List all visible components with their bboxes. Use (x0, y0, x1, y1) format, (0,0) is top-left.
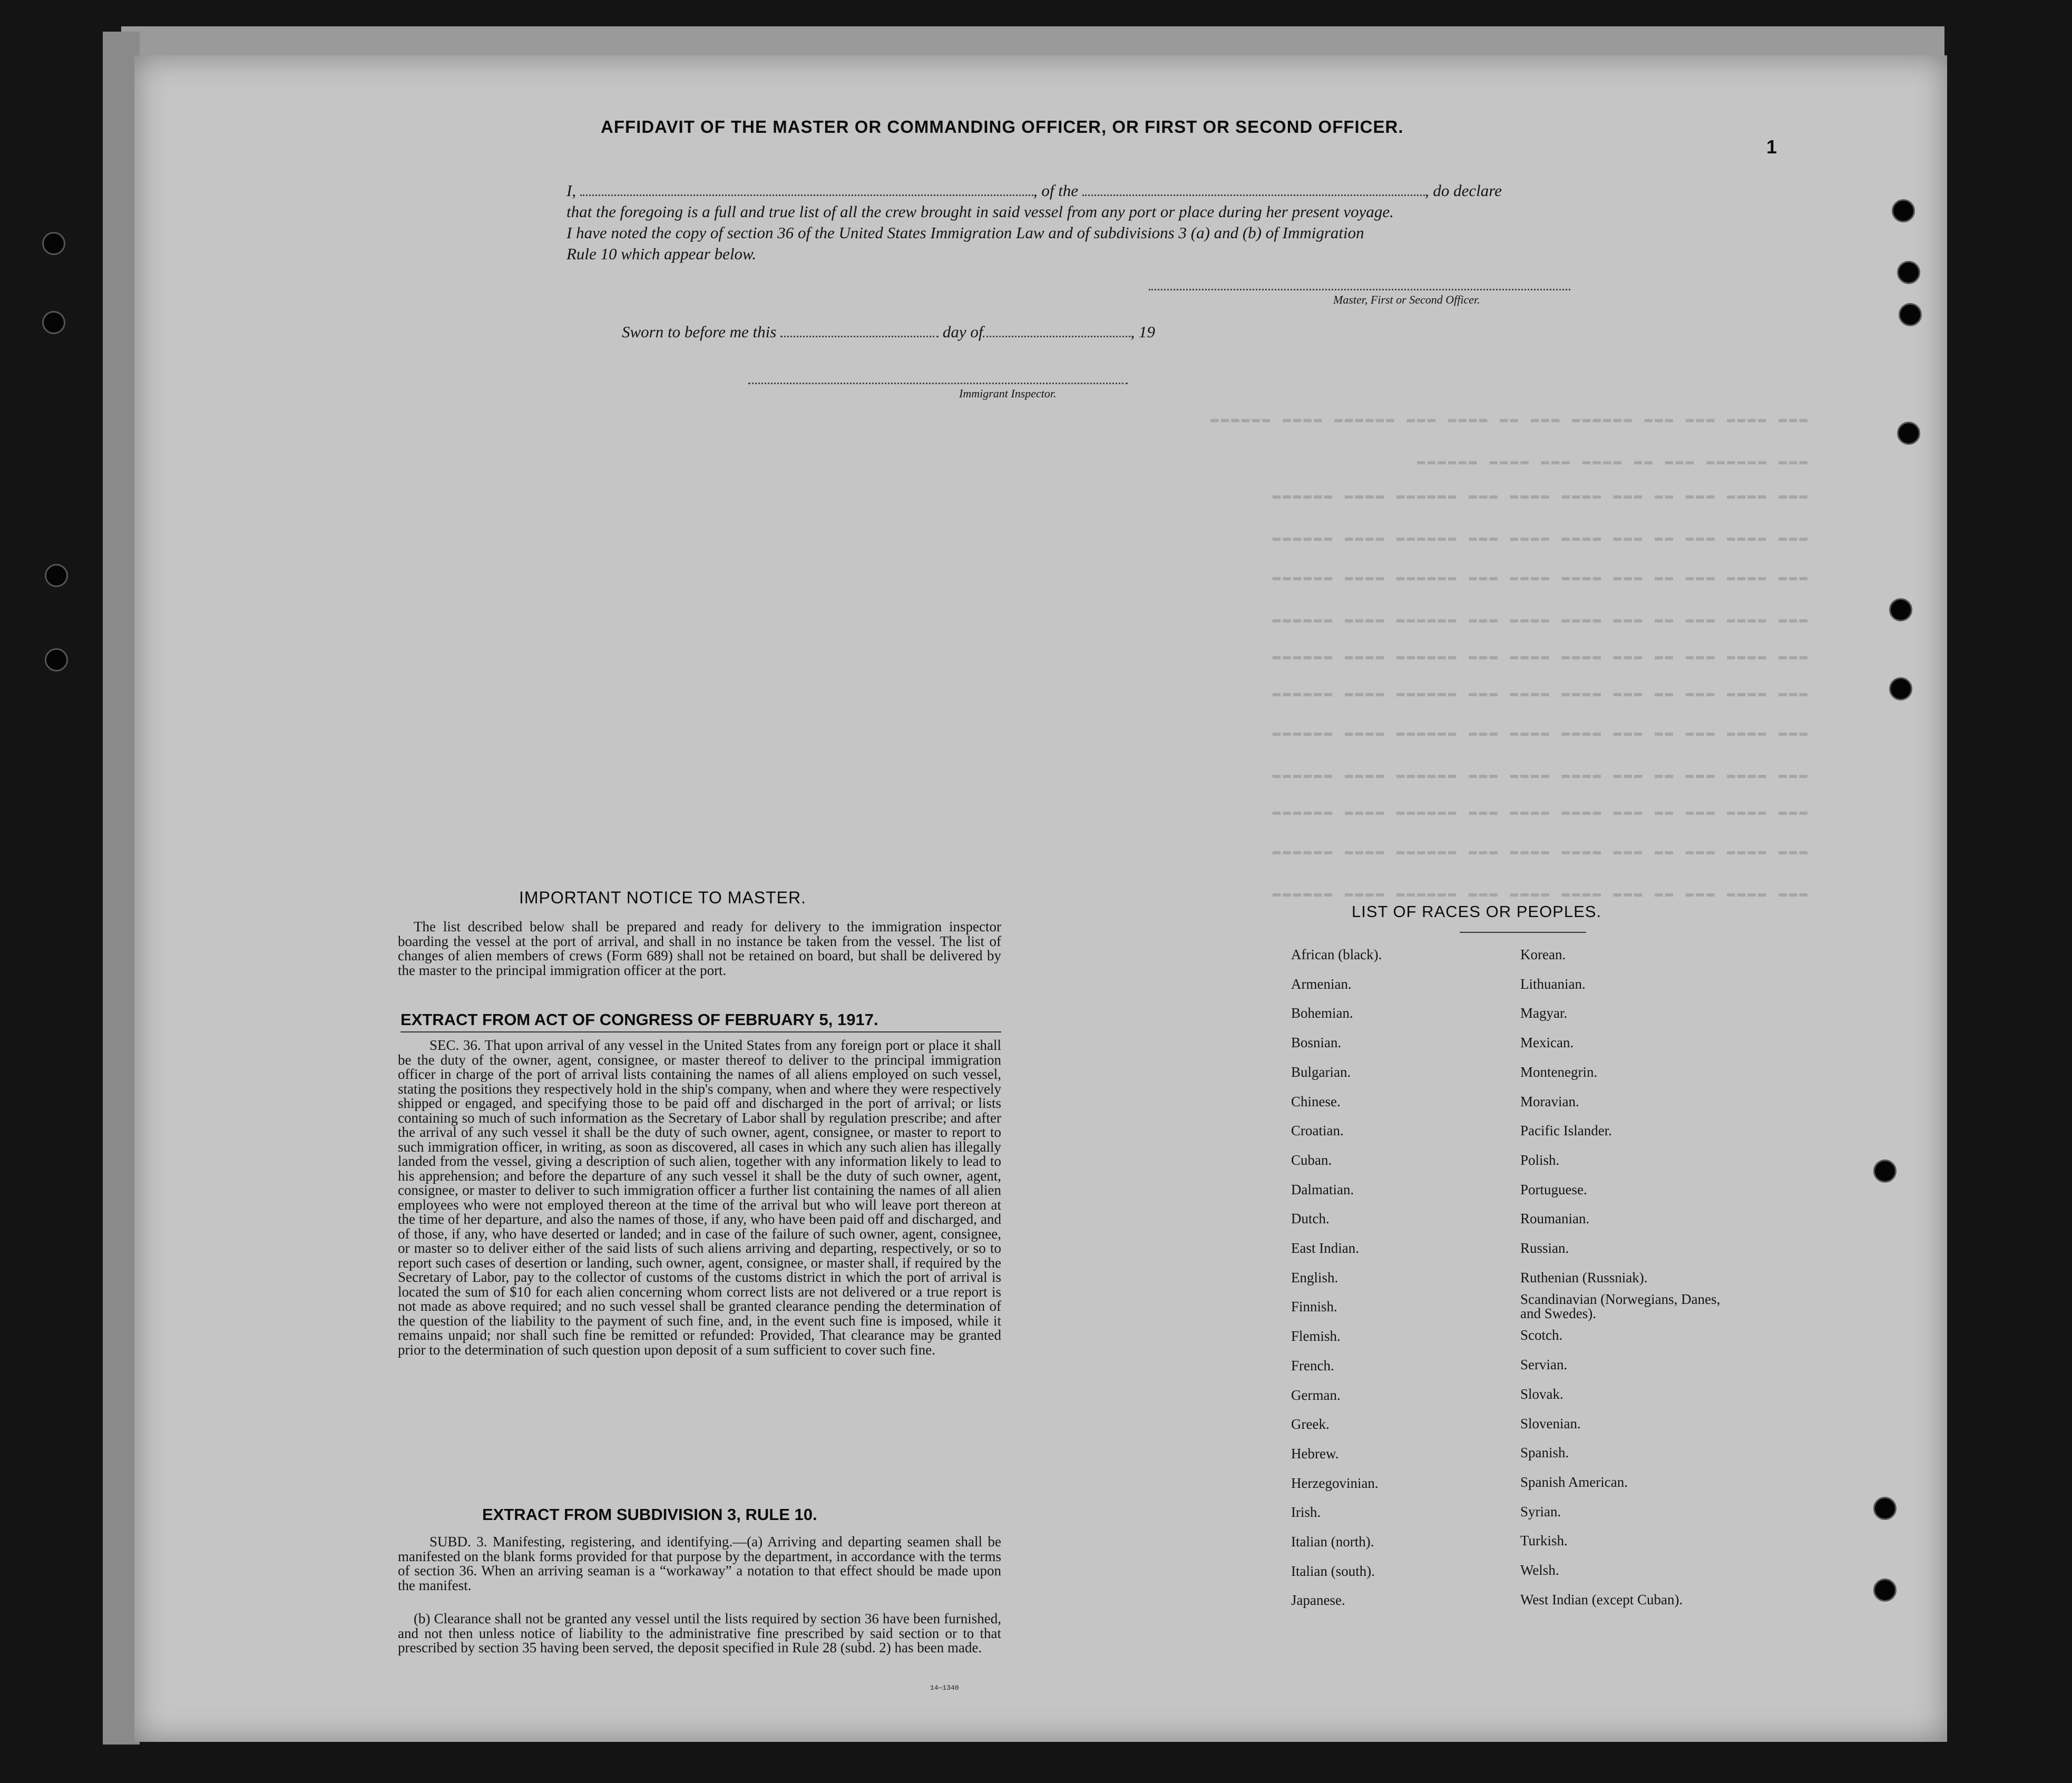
punch-hole (1892, 199, 1915, 222)
race-item: Dalmatian. (1291, 1181, 1354, 1197)
race-item: Scotch. (1520, 1327, 1563, 1343)
bleed-through-row: ▬▬▬ ▬▬▬▬ ▬▬▬ ▬▬ ▬▬▬ ▬▬▬▬ ▬▬▬▬ ▬▬▬ ▬▬▬▬▬▬ ▬▬▬▬ ▬▬▬▬▬▬ (1270, 843, 1807, 859)
vessel-name-blank[interactable] (1082, 181, 1425, 196)
race-item: Croatian. (1291, 1123, 1344, 1139)
affidavit-declaration-line (566, 180, 1502, 201)
punch-hole (45, 564, 68, 587)
bleed-through-row: ▬▬▬ ▬▬▬▬ ▬▬▬ ▬▬ ▬▬▬ ▬▬▬▬ ▬▬▬▬ ▬▬▬ ▬▬▬▬▬▬ ▬▬▬▬ ▬▬▬▬▬▬ (1270, 885, 1807, 901)
bleed-through-row: ▬▬▬ ▬▬▬▬ ▬▬▬ ▬▬ ▬▬▬ ▬▬▬▬ ▬▬▬▬ ▬▬▬ ▬▬▬▬▬▬ ▬▬▬▬ ▬▬▬▬▬▬ (1270, 767, 1807, 783)
inspector-label: Immigrant Inspector. (959, 387, 1057, 400)
punch-hole (1897, 422, 1920, 445)
race-item: Greek. (1291, 1416, 1330, 1433)
punch-hole (42, 232, 65, 255)
race-item: Welsh. (1520, 1562, 1559, 1579)
affidavit-line-4: Rule 10 which appear below. (566, 245, 757, 263)
race-item: English. (1291, 1269, 1338, 1285)
race-item: Hebrew. (1291, 1445, 1339, 1462)
affidavit-line-2: that the foregoing is a full and true list of all the crew brought in said vessel from any port or place during her present voyage. (566, 202, 1394, 221)
race-item: Finnish. (1291, 1299, 1337, 1315)
punch-hole (1899, 303, 1922, 326)
race-item: Syrian. (1520, 1503, 1561, 1519)
punch-hole (45, 648, 68, 671)
declare-label: , do declare (1424, 181, 1502, 200)
rule-title: EXTRACT FROM SUBDIVISION 3, RULE 10. (482, 1505, 817, 1524)
race-item: Scandinavian (Norwegians, Danes, and Swedes). (1520, 1291, 1721, 1322)
race-item: French. (1291, 1357, 1334, 1373)
race-item: Bulgarian. (1291, 1064, 1351, 1080)
act-text: SEC. 36. That upon arrival of any vessel in the United States from any foreign port or place it shall be the duty of the owner, agent, consignee, or master thereof to deliver to the principal immigration officer in charge of the port of arrival lists containing the names of all aliens employed on such vessel, stating the positions they respectively hold in the ship's company, when and where they were respectively shipped or engaged, and specifying those to be paid off and discharged in the port of arrival; or lists containing so much of such information as the Secretary of Labor shall by regulation prescribe; and after the arrival of any such vessel it shall be the duty of such owner, agent, consignee, or master to report to such immigration officer, in writing, as soon as discovered, all cases in which any such alien has illegally landed from the vessel, giving a description of such alien, together with any information likely to lead to his apprehension; and before the departure of any such vessel it shall be the duty of such owner, agent, consignee, or master to deliver to such immigration officer a further list containing the names of all alien employees who were not employed thereon at the time of the arrival but who will leave port thereon at the time of her departure, and also the names of those, if any, who have been paid off and discharged, and of those, if any, who have deserted or landed; and in case of the failure of such owner, agent, consignee, or master so to deliver either of the said lists of such aliens arriving and departing, respectively, or so to report such cases of desertion or landing, such owner, agent, consignee, or master shall, if required by the Secretary of Labor, pay to the collector of customs of the customs district in which the port of arrival is located the sum of $10 for each alien concerning whom correct lists are not delivered or a true report is not made as above required; and no such vessel shall be granted clearance pending the determination of the question of the liability to the payment of such fine, and, in the event such fine is imposed, while it remains unpaid; nor shall such fine be remitted or refunded: Provided, That clearance may be granted prior to the determination of such question upon deposit of a sum sufficient to cover such fine. (398, 1037, 1001, 1358)
act-title-underline (400, 1031, 1001, 1032)
race-item: Ruthenian (Russniak). (1520, 1269, 1648, 1285)
bleed-through-row: ▬▬▬ ▬▬▬▬ ▬▬▬ ▬▬ ▬▬▬ ▬▬▬▬ ▬▬▬▬ ▬▬▬ ▬▬▬▬▬▬ ▬▬▬▬ ▬▬▬▬▬▬ (1270, 569, 1807, 585)
race-item: Lithuanian. (1520, 976, 1586, 992)
bleed-through-row: ▬▬▬ ▬▬▬▬ ▬▬▬ ▬▬ ▬▬▬ ▬▬▬▬ ▬▬▬▬ ▬▬▬ ▬▬▬▬▬▬ ▬▬▬▬ ▬▬▬▬▬▬ (1270, 804, 1807, 820)
notice-title: IMPORTANT NOTICE TO MASTER. (519, 888, 806, 907)
race-item: Roumanian. (1520, 1211, 1590, 1227)
form-number: 14—1340 (930, 1684, 959, 1692)
bleed-through-row: ▬▬▬ ▬▬▬▬ ▬▬▬ ▬▬ ▬▬▬ ▬▬▬▬ ▬▬▬▬ ▬▬▬ ▬▬▬▬▬▬ ▬▬▬▬ ▬▬▬▬▬▬ (1270, 725, 1807, 741)
race-item: Slovenian. (1520, 1415, 1581, 1431)
race-item: Portuguese. (1520, 1181, 1587, 1197)
punch-hole (1873, 1497, 1897, 1520)
race-item: Flemish. (1291, 1328, 1341, 1344)
race-item: German. (1291, 1387, 1341, 1403)
race-item: Korean. (1520, 947, 1566, 962)
day-of-label: day of (942, 323, 983, 341)
rule-text-b: (b) Clearance shall not be granted any vessel until the lists required by section 36 have been furnished, and not then unless notice of liability to the administrative fine prescribed by said section or to that prescribed by section 35 having been served, the deposit specified in Rule 28 (subd. 2) has been made. (398, 1611, 1001, 1655)
race-item: Chinese. (1291, 1093, 1341, 1109)
bleed-through-row: ▬▬▬ ▬▬▬▬ ▬▬▬ ▬▬ ▬▬▬ ▬▬▬▬ ▬▬▬▬ ▬▬▬ ▬▬▬▬▬▬ ▬▬▬▬ ▬▬▬▬▬▬ (1270, 611, 1807, 627)
bleed-through-row: ▬▬▬ ▬▬▬▬ ▬▬▬ ▬▬ ▬▬▬ ▬▬▬▬ ▬▬▬▬ ▬▬▬ ▬▬▬▬▬▬ ▬▬▬▬ ▬▬▬▬▬▬ (1270, 530, 1807, 545)
race-item: Turkish. (1520, 1533, 1568, 1549)
notice-text: The list described below shall be prepared and ready for delivery to the immigration inspector boarding the vessel at the port of arrival, and shall in no instance be taken from the vessel. The list of changes of alien members of crews (Form 689) shall not be retained on board, but shall be delivered by the master to the principal immigration officer at the port. (398, 919, 1001, 978)
officer-name-blank[interactable] (580, 181, 1033, 196)
punch-hole (1889, 677, 1912, 700)
sworn-label: Sworn to before me this (622, 323, 777, 341)
race-item: Slovak. (1520, 1386, 1563, 1402)
race-item: Mexican. (1520, 1035, 1574, 1051)
races-right-column (1520, 940, 1742, 1614)
of-the-label: , of the (1033, 181, 1079, 200)
inspector-signature-blank[interactable] (748, 369, 1128, 384)
race-item: Cuban. (1291, 1152, 1332, 1168)
race-item: Spanish American. (1520, 1474, 1628, 1490)
intro-i-label: I, (566, 181, 576, 200)
race-item: Irish. (1291, 1504, 1321, 1521)
races-title: LIST OF RACES OR PEOPLES. (1352, 902, 1602, 921)
race-item: Dutch. (1291, 1211, 1330, 1227)
races-left-column (1291, 940, 1382, 1615)
act-title: EXTRACT FROM ACT OF CONGRESS OF FEBRUARY 5, 1917. (400, 1010, 878, 1029)
bleed-through-row: ▬▬▬ ▬▬▬▬ ▬▬▬ ▬▬ ▬▬▬ ▬▬▬▬ ▬▬▬▬ ▬▬▬ ▬▬▬▬▬▬ ▬▬▬▬ ▬▬▬▬▬▬ (1270, 648, 1807, 664)
race-item: Bosnian. (1291, 1035, 1342, 1051)
officer-signature-label: Master, First or Second Officer. (1333, 293, 1480, 306)
punch-hole (1873, 1160, 1897, 1183)
race-item: African (black). (1291, 947, 1382, 962)
race-item: Pacific Islander. (1520, 1123, 1612, 1139)
race-item: Spanish. (1520, 1445, 1569, 1461)
punch-hole (1889, 598, 1912, 621)
race-item: Montenegrin. (1520, 1064, 1598, 1080)
page-number: 1 (1766, 136, 1777, 158)
sworn-line (622, 321, 1155, 343)
officer-signature-blank[interactable] (1149, 275, 1570, 290)
race-item: Bohemian. (1291, 1005, 1353, 1021)
punch-hole (42, 311, 65, 334)
race-item: East Indian. (1291, 1240, 1359, 1256)
punch-hole (1873, 1579, 1897, 1602)
race-item: Magyar. (1520, 1005, 1568, 1021)
affidavit-title: AFFIDAVIT OF THE MASTER OR COMMANDING OFFICER, OR FIRST OR SECOND OFFICER. (601, 117, 1404, 137)
sworn-day-blank[interactable] (780, 322, 939, 337)
bleed-through-row: ▬▬▬ ▬▬▬▬ ▬▬▬ ▬▬▬ ▬▬▬▬▬▬ ▬▬▬ ▬▬ ▬▬▬▬ ▬▬▬ ▬▬▬▬▬▬ ▬▬▬▬ ▬▬▬▬▬▬ (1208, 411, 1807, 427)
race-item: Moravian. (1520, 1093, 1579, 1109)
bleed-through-row: ▬▬▬ ▬▬▬▬ ▬▬▬ ▬▬ ▬▬▬ ▬▬▬▬ ▬▬▬▬ ▬▬▬ ▬▬▬▬▬▬ ▬▬▬▬ ▬▬▬▬▬▬ (1270, 488, 1807, 503)
race-item: Italian (south). (1291, 1563, 1375, 1579)
race-item: Herzegovinian. (1291, 1475, 1379, 1491)
bleed-through-row: ▬▬▬ ▬▬▬▬▬▬ ▬▬▬ ▬▬ ▬▬▬▬ ▬▬▬ ▬▬▬▬ ▬▬▬▬▬▬ (1415, 453, 1807, 469)
punch-hole (1897, 261, 1920, 284)
bleed-through-row: ▬▬▬ ▬▬▬▬ ▬▬▬ ▬▬ ▬▬▬ ▬▬▬▬ ▬▬▬▬ ▬▬▬ ▬▬▬▬▬▬ ▬▬▬▬ ▬▬▬▬▬▬ (1270, 685, 1807, 701)
affidavit-line-3: I have noted the copy of section 36 of the United States Immigration Law and of subdivisions 3 (a) and (b) of Immigration (566, 223, 1364, 242)
races-title-underline (1460, 932, 1586, 933)
race-item: Servian. (1520, 1357, 1568, 1373)
race-item: Russian. (1520, 1240, 1569, 1256)
race-item: Italian (north). (1291, 1534, 1374, 1550)
rule-text-a: SUBD. 3. Manifesting, registering, and identifying.—(a) Arriving and departing seamen shall be manifested on the blank forms provided for that purpose by the department, in accordance with the terms of section 36. When an arriving seaman is a “workaway” a notation to that effect should be made upon the manifest. (398, 1534, 1001, 1593)
race-item: Armenian. (1291, 976, 1352, 992)
race-item: Polish. (1520, 1152, 1560, 1168)
year-label: , 19 (1130, 323, 1155, 341)
sworn-month-blank[interactable] (983, 322, 1130, 337)
race-item: Japanese. (1291, 1592, 1345, 1609)
race-item: West Indian (except Cuban). (1520, 1591, 1683, 1607)
